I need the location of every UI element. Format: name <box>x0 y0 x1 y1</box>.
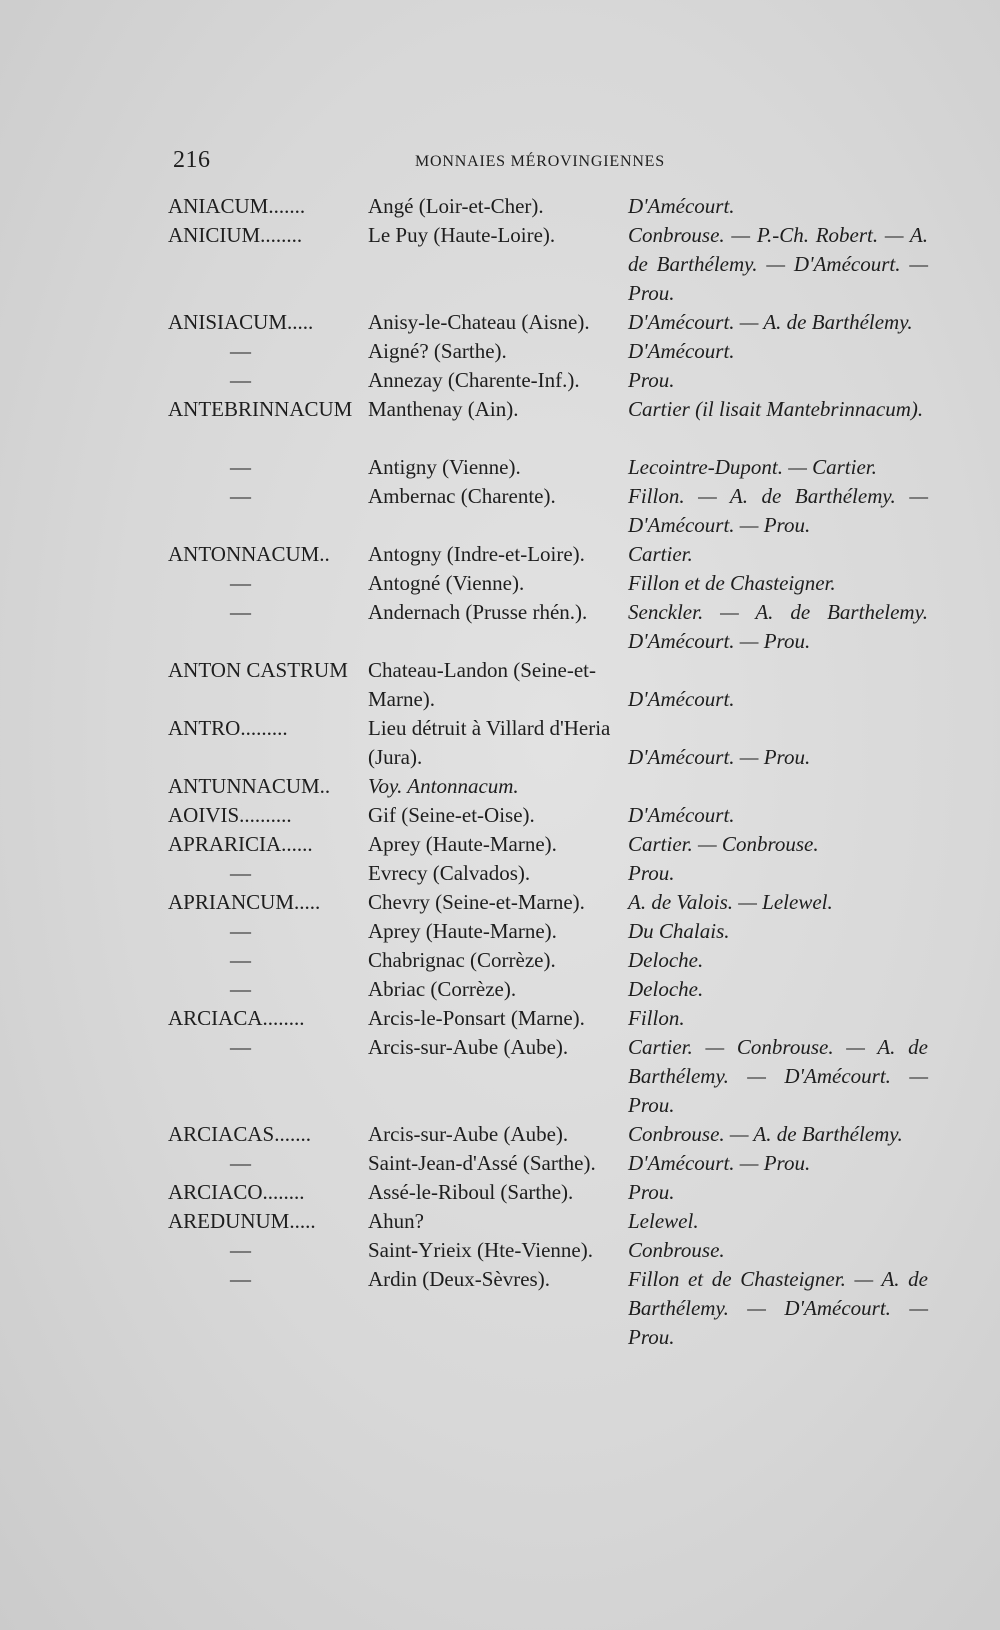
place-name: Aprey (Haute-Marne). <box>368 919 557 943</box>
entry <box>0 1236 1000 1265</box>
place-name: Aigné? (Sarthe). <box>368 339 507 363</box>
entry <box>0 1004 1000 1033</box>
authorities: D'Amécourt. — Prou. <box>628 745 811 769</box>
authorities: D'Amécourt. <box>628 339 735 363</box>
place-name: Ambernac (Charente). <box>368 484 556 508</box>
place-name: Chabrignac (Corrèze). <box>368 948 556 972</box>
entry <box>0 569 1000 598</box>
place-name: Saint-Yrieix (Hte-Vienne). <box>368 1238 593 1262</box>
latin-name: APRIANCUM..... <box>168 890 321 914</box>
latin-name <box>168 1149 360 1178</box>
place-name: Manthenay (Ain). <box>368 397 519 421</box>
entry-list <box>0 192 1000 1352</box>
place-name: Gif (Seine-et-Oise). <box>368 803 535 827</box>
entry <box>0 308 1000 337</box>
latin-name <box>168 598 360 627</box>
latin-name <box>168 1033 360 1062</box>
place-name: Lieu détruit à Villard d'Heria (Jura). <box>368 716 611 769</box>
entry <box>0 830 1000 859</box>
authorities: Deloche. <box>628 948 704 972</box>
place-name: Antigny (Vienne). <box>368 455 521 479</box>
place-name: Saint-Jean-d'Assé (Sarthe). <box>368 1151 596 1175</box>
authorities: Lecointre-Dupont. — Cartier. <box>628 455 877 479</box>
ditto-dash: — <box>230 600 251 624</box>
entry <box>0 1265 1000 1352</box>
entry <box>0 1149 1000 1178</box>
authorities: D'Amécourt. <box>628 194 735 218</box>
latin-name <box>168 917 360 946</box>
place-name: Arcis-sur-Aube (Aube). <box>368 1122 569 1146</box>
entry <box>0 1033 1000 1120</box>
entry <box>0 453 1000 482</box>
authorities: Cartier. — Conbrouse. — A. de Barthélemy. — D'Amécourt. — Prou. <box>628 1035 928 1117</box>
latin-name <box>168 859 360 888</box>
authorities: Lelewel. <box>628 1209 699 1233</box>
place-name: Anisy-le-Chateau (Aisne). <box>368 310 590 334</box>
latin-name: ANTONNACUM.. <box>168 542 330 566</box>
place-name: Abriac (Corrèze). <box>368 977 517 1001</box>
place-name: Ardin (Deux-Sèvres). <box>368 1267 550 1291</box>
ditto-dash: — <box>230 1035 251 1059</box>
authorities: Prou. <box>628 861 675 885</box>
entry <box>0 540 1000 569</box>
latin-name <box>168 453 360 482</box>
place-name: Antogné (Vienne). <box>368 571 525 595</box>
place-name: Annezay (Charente-Inf.). <box>368 368 580 392</box>
entry <box>0 366 1000 395</box>
latin-name <box>168 366 360 395</box>
latin-name: ARCIACAS....... <box>168 1122 311 1146</box>
entry <box>0 598 1000 656</box>
authorities: Conbrouse. — A. de Barthélemy. <box>628 1122 903 1146</box>
entry <box>0 772 1000 801</box>
place-name: Arcis-le-Ponsart (Marne). <box>368 1006 585 1030</box>
ditto-dash: — <box>230 484 251 508</box>
latin-name: ANTON CASTRUM <box>168 658 348 682</box>
latin-name: ANTRO......... <box>168 716 288 740</box>
authorities: Fillon. — A. de Barthélemy. — D'Amécourt. — Prou. <box>628 484 928 537</box>
authorities: Conbrouse. <box>628 1238 725 1262</box>
place-name: Assé-le-Riboul (Sarthe). <box>368 1180 574 1204</box>
latin-name: APRARICIA...... <box>168 832 313 856</box>
entry <box>0 714 1000 772</box>
entry <box>0 656 1000 714</box>
authorities: Conbrouse. — P.-Ch. Robert. — A. de Barthélemy. — D'Amécourt. — Prou. <box>628 223 928 305</box>
latin-name <box>168 946 360 975</box>
place-name: Andernach (Prusse rhén.). <box>368 600 588 624</box>
latin-name <box>168 1265 360 1294</box>
place-name: Voy. Antonnacum. <box>368 774 519 798</box>
entry <box>0 221 1000 308</box>
authorities: D'Amécourt. — Prou. <box>628 1151 811 1175</box>
entry <box>0 1178 1000 1207</box>
place-name: Chevry (Seine-et-Marne). <box>368 890 585 914</box>
latin-name <box>168 1236 360 1265</box>
authorities: D'Amécourt. — A. de Barthélemy. <box>628 310 913 334</box>
entry <box>0 888 1000 917</box>
place-name: Arcis-sur-Aube (Aube). <box>368 1035 569 1059</box>
latin-name: AOIVIS.......... <box>168 803 292 827</box>
ditto-dash: — <box>230 368 251 392</box>
page-number: 216 <box>173 147 211 173</box>
latin-name <box>168 482 360 511</box>
authorities: Fillon et de Chasteigner. <box>628 571 836 595</box>
latin-name <box>168 975 360 1004</box>
entry <box>0 337 1000 366</box>
authorities: Cartier (il lisait Mantebrinnacum). <box>628 397 924 421</box>
ditto-dash: — <box>230 1238 251 1262</box>
latin-name: ANISIACUM..... <box>168 310 314 334</box>
entry <box>0 1120 1000 1149</box>
entry <box>0 801 1000 830</box>
entry <box>0 1207 1000 1236</box>
entry <box>0 859 1000 888</box>
latin-name: AREDUNUM..... <box>168 1209 316 1233</box>
latin-name: ANTUNNACUM.. <box>168 774 331 798</box>
place-name: Aprey (Haute-Marne). <box>368 832 557 856</box>
place-name: Le Puy (Haute-Loire). <box>368 223 556 247</box>
latin-name <box>168 569 360 598</box>
authorities: Cartier. <box>628 542 693 566</box>
entry <box>0 395 1000 453</box>
ditto-dash: — <box>230 1267 251 1291</box>
authorities: Fillon. <box>628 1006 685 1030</box>
latin-name <box>168 337 360 366</box>
authorities: A. de Valois. — Lelewel. <box>628 890 833 914</box>
ditto-dash: — <box>230 919 251 943</box>
latin-name: ANICIUM........ <box>168 223 303 247</box>
entry <box>0 946 1000 975</box>
place-name: Chateau-Landon (Seine-et-Marne). <box>368 658 596 711</box>
latin-name: ANIACUM....... <box>168 194 306 218</box>
authorities: Senckler. — A. de Barthelemy. D'Amécourt. — Prou. <box>628 600 928 653</box>
latin-name: ARCIACO........ <box>168 1180 305 1204</box>
place-name: Angé (Loir-et-Cher). <box>368 194 544 218</box>
entry <box>0 975 1000 1004</box>
running-title: MONNAIES MÉROVINGIENNES <box>415 153 665 170</box>
ditto-dash: — <box>230 339 251 363</box>
authorities: Deloche. <box>628 977 704 1001</box>
entry <box>0 192 1000 221</box>
place-name: Ahun? <box>368 1209 424 1233</box>
ditto-dash: — <box>230 948 251 972</box>
authorities: Prou. <box>628 368 675 392</box>
authorities: D'Amécourt. <box>628 803 735 827</box>
ditto-dash: — <box>230 977 251 1001</box>
authorities: D'Amécourt. <box>628 687 735 711</box>
latin-name: ARCIACA........ <box>168 1006 305 1030</box>
ditto-dash: — <box>230 1151 251 1175</box>
authorities: Du Chalais. <box>628 919 730 943</box>
ditto-dash: — <box>230 861 251 885</box>
entry <box>0 482 1000 540</box>
authorities: Fillon et de Chasteigner. — A. de Barthélemy. — D'Amécourt. — Prou. <box>628 1267 928 1349</box>
latin-name: ANTEBRINNACUM <box>168 397 353 421</box>
ditto-dash: — <box>230 455 251 479</box>
entry <box>0 917 1000 946</box>
page-header <box>0 143 1000 183</box>
place-name: Evrecy (Calvados). <box>368 861 531 885</box>
authorities: Prou. <box>628 1180 675 1204</box>
place-name: Antogny (Indre-et-Loire). <box>368 542 585 566</box>
authorities: Cartier. — Conbrouse. <box>628 832 819 856</box>
ditto-dash: — <box>230 571 251 595</box>
